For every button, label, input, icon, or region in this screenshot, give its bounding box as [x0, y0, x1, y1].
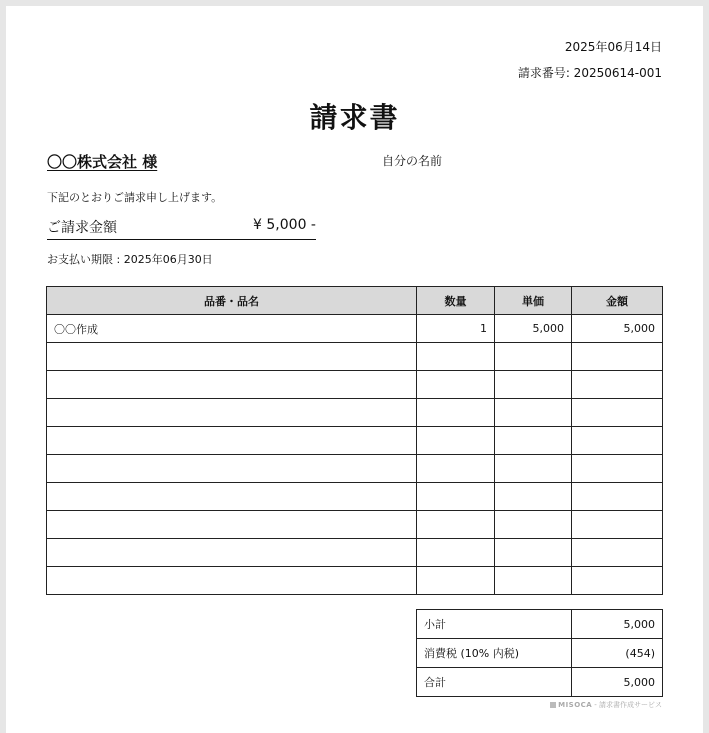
unit-price-cell	[495, 511, 572, 539]
table-row	[47, 315, 663, 343]
quantity-cell	[417, 483, 495, 511]
totals-row	[417, 639, 663, 668]
unit-price-cell	[495, 455, 572, 483]
header-quantity: 数量	[417, 287, 495, 315]
table-row	[47, 567, 663, 595]
totals-label: 小計	[417, 610, 572, 639]
table-row	[47, 539, 663, 567]
totals-label: 消費税 (10% 内税)	[417, 639, 572, 668]
footer-tagline: - 請求書作成サービス	[594, 701, 662, 709]
sender-name: 自分の名前	[382, 154, 443, 168]
item-name-cell	[47, 427, 417, 455]
amount-cell	[572, 483, 663, 511]
unit-price-cell	[495, 343, 572, 371]
amount-cell	[572, 567, 663, 595]
document-title: 請求書	[309, 101, 400, 134]
billing-amount-value: ¥ 5,000 -	[253, 217, 316, 233]
payment-due-date: お支払い期限 : 2025年06月30日	[47, 253, 213, 266]
invoice-page	[6, 6, 703, 733]
footer-brand: MISOCA	[558, 701, 593, 709]
item-name-cell: 〇〇作成	[47, 315, 417, 343]
amount-cell	[572, 427, 663, 455]
amount-cell	[572, 539, 663, 567]
amount-cell: 5,000	[572, 315, 663, 343]
item-name-cell	[47, 483, 417, 511]
quantity-cell	[417, 539, 495, 567]
unit-price-cell	[495, 567, 572, 595]
totals-label: 合計	[417, 668, 572, 697]
intro-text: 下記のとおりご請求申し上げます。	[47, 191, 223, 204]
amount-cell	[572, 343, 663, 371]
quantity-cell	[417, 511, 495, 539]
unit-price-cell	[495, 399, 572, 427]
unit-price-cell	[495, 427, 572, 455]
totals-value: 5,000	[572, 668, 663, 697]
invoice-number: 請求番号: 20250614-001	[517, 66, 662, 80]
header-item-name: 品番・品名	[47, 287, 417, 315]
header-unit-price: 単価	[495, 287, 572, 315]
unit-price-cell	[495, 539, 572, 567]
quantity-cell	[417, 343, 495, 371]
table-row	[47, 483, 663, 511]
unit-price-cell	[495, 371, 572, 399]
totals-row	[417, 668, 663, 697]
item-name-cell	[47, 399, 417, 427]
quantity-cell	[417, 567, 495, 595]
table-row	[47, 399, 663, 427]
totals-table	[416, 609, 663, 697]
table-header-row	[47, 287, 663, 315]
amount-cell	[572, 399, 663, 427]
totals-row	[417, 610, 663, 639]
item-name-cell	[47, 567, 417, 595]
amount-cell	[572, 371, 663, 399]
billing-amount-label: ご請求金額	[47, 220, 117, 236]
quantity-cell	[417, 427, 495, 455]
item-name-cell	[47, 343, 417, 371]
quantity-cell	[417, 371, 495, 399]
misoca-logo-icon	[550, 702, 556, 708]
table-row	[47, 371, 663, 399]
item-name-cell	[47, 511, 417, 539]
billing-amount	[47, 217, 316, 240]
totals-value: 5,000	[572, 610, 663, 639]
quantity-cell	[417, 455, 495, 483]
quantity-cell: 1	[417, 315, 495, 343]
item-name-cell	[47, 539, 417, 567]
amount-cell	[572, 511, 663, 539]
client-name: 〇〇株式会社 様	[47, 153, 158, 171]
table-row	[47, 511, 663, 539]
amount-cell	[572, 455, 663, 483]
item-name-cell	[47, 371, 417, 399]
table-row	[47, 427, 663, 455]
invoice-date: 2025年06月14日	[564, 40, 662, 54]
unit-price-cell: 5,000	[495, 315, 572, 343]
table-row	[47, 343, 663, 371]
item-name-cell	[47, 455, 417, 483]
footer-logo	[550, 700, 662, 710]
table-row	[47, 455, 663, 483]
unit-price-cell	[495, 483, 572, 511]
items-table	[46, 286, 663, 595]
quantity-cell	[417, 399, 495, 427]
totals-value: (454)	[572, 639, 663, 668]
header-amount: 金額	[572, 287, 663, 315]
